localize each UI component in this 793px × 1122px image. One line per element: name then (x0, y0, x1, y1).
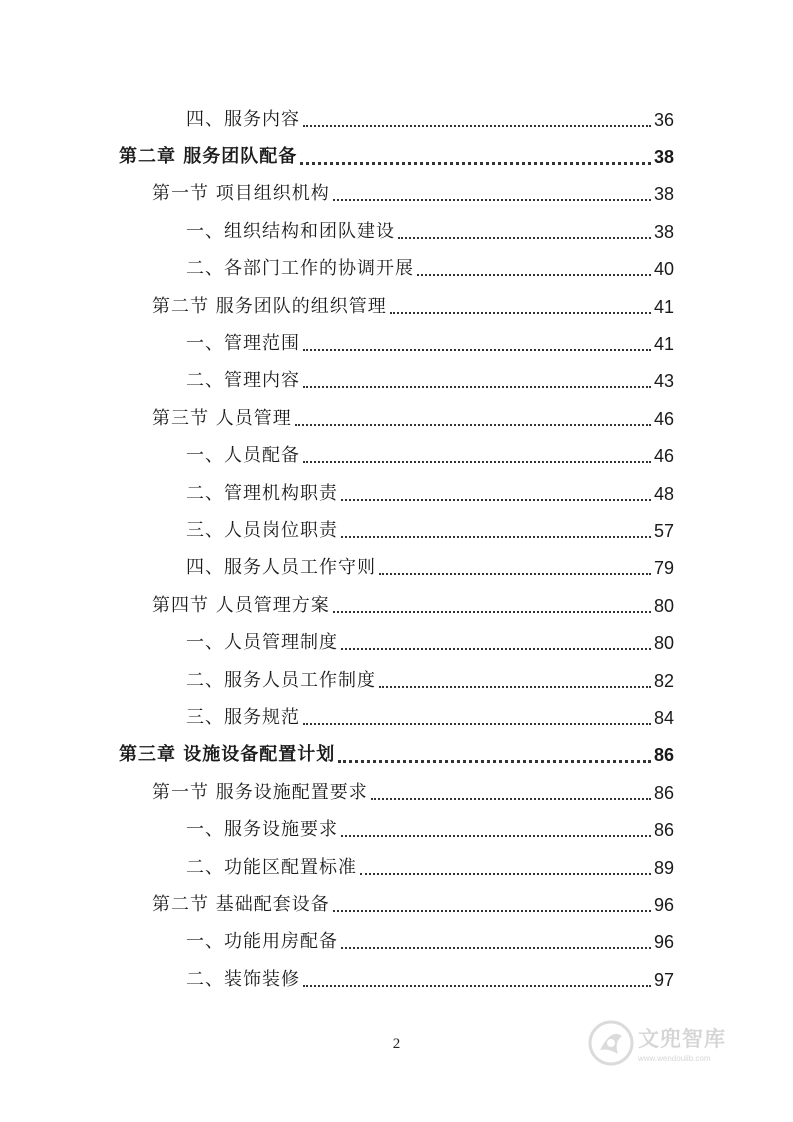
toc-entry[interactable] (0, 101, 793, 138)
toc-entry-page: 40 (653, 259, 674, 280)
toc-entry-title: 二、管理机构职责 (186, 482, 338, 504)
toc-entry[interactable] (0, 774, 793, 811)
toc-entry[interactable] (0, 624, 793, 661)
toc-entry-page: 89 (653, 857, 674, 878)
toc-entry[interactable] (0, 251, 793, 288)
toc-entry-page: 86 (653, 782, 674, 803)
toc-entry-title: 三、人员岗位职责 (186, 519, 338, 541)
toc-entry[interactable] (0, 213, 793, 250)
toc-entry[interactable] (0, 400, 793, 437)
toc-entry[interactable] (0, 512, 793, 549)
toc-entry-page: 41 (653, 296, 674, 317)
toc-entry[interactable] (0, 811, 793, 848)
toc-entry-page: 46 (653, 408, 674, 429)
toc-entry-page: 48 (653, 483, 674, 504)
toc-entry-title: 第一节 服务设施配置要求 (152, 781, 368, 803)
toc-entry[interactable] (0, 737, 793, 774)
toc-entry[interactable] (0, 662, 793, 699)
toc-entry[interactable] (0, 924, 793, 961)
toc-dot-leader (379, 573, 651, 575)
toc-entry-title: 一、组织结构和团队建设 (186, 220, 395, 242)
page-number: 2 (392, 1036, 401, 1052)
toc-entry[interactable] (0, 288, 793, 325)
toc-entry-page: 43 (653, 371, 674, 392)
toc-entry-page: 84 (653, 707, 674, 728)
toc-entry-page: 96 (653, 894, 674, 915)
toc-entry-page: 38 (653, 221, 674, 242)
toc-entry-page: 79 (653, 558, 674, 579)
toc-entry-page: 86 (653, 745, 674, 766)
toc-entry-title: 二、装饰装修 (186, 968, 300, 990)
watermark (588, 1020, 726, 1066)
toc-entry-title: 第一节 项目组织机构 (152, 183, 330, 205)
toc-entry-title: 一、人员管理制度 (186, 632, 338, 654)
toc-entry-title: 一、服务设施要求 (186, 819, 338, 841)
toc-entry-title: 四、服务人员工作守则 (186, 557, 376, 579)
toc-dot-leader (303, 461, 651, 463)
toc-dot-leader (338, 760, 651, 763)
toc-entry-page: 38 (653, 184, 674, 205)
toc-entry[interactable] (0, 363, 793, 400)
toc-entry-page: 86 (653, 820, 674, 841)
toc-dot-leader (341, 499, 651, 501)
toc-entry-page: 82 (653, 670, 674, 691)
toc-dot-leader (303, 985, 651, 987)
toc-entry-page: 36 (653, 109, 674, 130)
table-of-contents (0, 101, 793, 998)
toc-entry[interactable] (0, 176, 793, 213)
toc-dot-leader (303, 125, 651, 127)
toc-dot-leader (300, 162, 651, 165)
toc-dot-leader (390, 312, 651, 314)
toc-entry-page: 80 (653, 633, 674, 654)
toc-dot-leader (371, 798, 651, 800)
toc-entry-page: 41 (653, 334, 674, 355)
toc-entry-title: 一、功能用房配备 (186, 931, 338, 953)
toc-entry-title: 四、服务内容 (186, 108, 300, 130)
toc-dot-leader (303, 723, 651, 725)
toc-entry-page: 96 (653, 932, 674, 953)
toc-entry-page: 97 (653, 969, 674, 990)
wendou-logo-icon (588, 1020, 634, 1066)
toc-dot-leader (333, 611, 651, 613)
toc-entry-title: 第四节 人员管理方案 (152, 594, 330, 616)
toc-dot-leader (303, 349, 651, 351)
toc-entry[interactable] (0, 475, 793, 512)
toc-entry-title: 一、人员配备 (186, 445, 300, 467)
toc-dot-leader (341, 648, 651, 650)
toc-entry-title: 二、服务人员工作制度 (186, 669, 376, 691)
toc-entry[interactable] (0, 699, 793, 736)
toc-dot-leader (341, 947, 651, 949)
toc-dot-leader (379, 686, 651, 688)
toc-entry[interactable] (0, 138, 793, 175)
toc-dot-leader (303, 386, 651, 388)
toc-entry-title: 三、服务规范 (186, 706, 300, 728)
toc-entry-title: 第三章 设施设备配置计划 (119, 744, 336, 766)
toc-entry-title: 第二章 服务团队配备 (119, 146, 298, 168)
toc-entry-title: 二、各部门工作的协调开展 (186, 258, 414, 280)
toc-entry-title: 第二节 基础配套设备 (152, 893, 330, 915)
toc-entry[interactable] (0, 438, 793, 475)
toc-entry-title: 一、管理范围 (186, 333, 300, 355)
toc-entry-page: 80 (653, 595, 674, 616)
toc-entry-title: 二、功能区配置标准 (186, 856, 357, 878)
toc-entry-page: 38 (653, 147, 674, 168)
toc-dot-leader (398, 237, 651, 239)
toc-entry[interactable] (0, 886, 793, 923)
toc-dot-leader (417, 274, 651, 276)
watermark-url: www.wendoulib.com (638, 1054, 711, 1063)
toc-entry[interactable] (0, 587, 793, 624)
toc-entry[interactable] (0, 550, 793, 587)
toc-entry-title: 二、管理内容 (186, 370, 300, 392)
toc-entry[interactable] (0, 961, 793, 998)
toc-entry[interactable] (0, 849, 793, 886)
toc-dot-leader (341, 536, 651, 538)
toc-entry-title: 第三节 人员管理 (152, 407, 292, 429)
toc-dot-leader (341, 835, 651, 837)
toc-entry-title: 第二节 服务团队的组织管理 (152, 295, 387, 317)
toc-entry-page: 57 (653, 520, 674, 541)
toc-dot-leader (333, 199, 651, 201)
toc-dot-leader (360, 873, 651, 875)
watermark-name: 文兜智库 (638, 1027, 726, 1051)
toc-dot-leader (295, 424, 651, 426)
toc-dot-leader (333, 910, 651, 912)
toc-entry[interactable] (0, 325, 793, 362)
toc-entry-page: 46 (653, 446, 674, 467)
